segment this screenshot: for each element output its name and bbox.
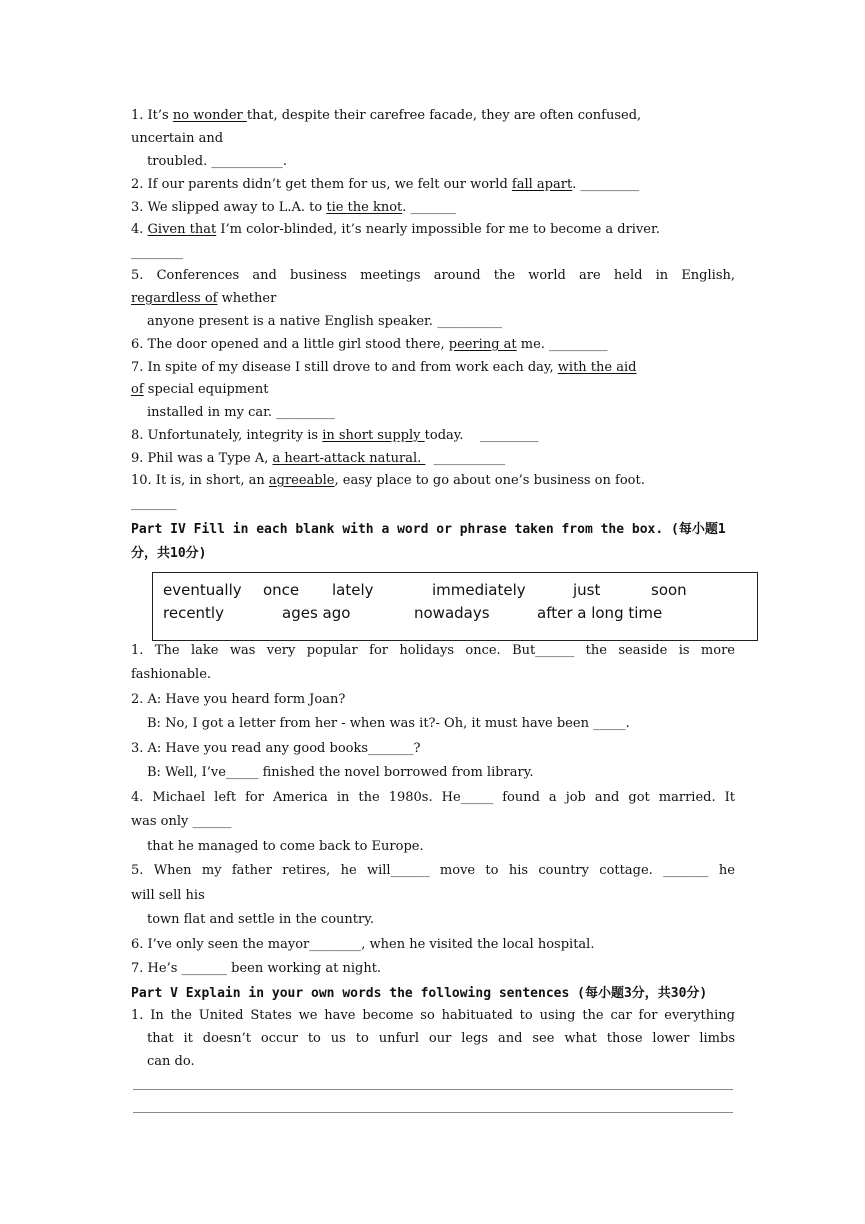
part3-item-8 — [131, 427, 539, 445]
answer-line — [133, 1089, 733, 1090]
text: 7. In spite of my disease I still drove to and from work each day, — [131, 360, 558, 375]
text: me. _________ — [516, 337, 608, 352]
part3-item-5: 5. Conferences and business meetings around the world are held in English, — [131, 268, 735, 283]
part4-item-2: 2. A: Have you heard form Joan? — [131, 692, 346, 707]
part4-item-3-cont: B: Well, I’ve_____ finished the novel borrowed from library. — [147, 765, 534, 780]
text: 4. — [131, 222, 148, 237]
part3-item-4-blank: ________ — [131, 245, 183, 260]
underlined-phrase: agreeable — [268, 473, 335, 488]
underlined-phrase: tie the knot — [326, 200, 403, 215]
underlined-phrase: no wonder — [172, 108, 247, 123]
text: , easy place to go about one’s business on foot. — [334, 473, 645, 488]
box-word: just — [573, 581, 601, 599]
underlined-phrase: a heart-attack natural. — [272, 451, 426, 466]
text: that, despite their carefree facade, they are often confused, — [246, 108, 642, 123]
text: 10. It is, in short, an — [131, 473, 269, 488]
underlined-phrase: with the aid — [557, 360, 637, 375]
part4-item-5-cont: will sell his — [131, 888, 205, 903]
box-word: immediately — [432, 581, 526, 599]
text: 1. It’s — [131, 108, 173, 123]
part3-item-1 — [131, 107, 641, 125]
box-word: once — [263, 581, 300, 599]
text: today. _________ — [424, 428, 539, 443]
part3-item-5-cont2: anyone present is a native English speaker. __________ — [147, 314, 503, 329]
box-word: recently — [163, 604, 224, 622]
part4-item-4: 4. Michael left for America in the 1980s. He_____ found a job and got married. It — [131, 790, 735, 805]
part3-item-7-cont2: installed in my car. _________ — [147, 405, 335, 420]
part3-item-7-cont — [131, 381, 268, 399]
text: special equipment — [143, 382, 269, 397]
part4-item-2-cont: B: No, I got a letter from her - when was it?- Oh, it must have been _____. — [147, 716, 630, 731]
part4-item-7: 7. He’s _______ been working at night. — [131, 961, 382, 976]
part4-item-1: 1. The lake was very popular for holidays once. But______ the seaside is more — [131, 643, 735, 658]
box-word: ages ago — [282, 604, 351, 622]
box-word: eventually — [163, 581, 242, 599]
underlined-phrase: of — [131, 382, 144, 397]
part4-item-4-cont2: that he managed to come back to Europe. — [147, 839, 424, 854]
text: 6. The door opened and a little girl stood there, — [131, 337, 449, 352]
part3-item-2 — [131, 176, 639, 194]
box-word: after a long time — [537, 604, 663, 622]
text: I’m color-blinded, it’s nearly impossible for me to become a driver. — [216, 222, 660, 237]
part3-item-5-cont — [131, 290, 276, 308]
box-word: soon — [651, 581, 687, 599]
underlined-phrase: in short supply — [322, 428, 425, 443]
part3-item-1-cont2: troubled. ___________. — [147, 154, 288, 169]
part4-item-1-cont: fashionable. — [131, 667, 212, 682]
part4-heading: Part IV Fill in each blank with a word or phrase taken from the box. (每小题1 — [131, 522, 726, 537]
answer-line — [133, 1112, 733, 1113]
text: 2. If our parents didn’t get them for us, we felt our world — [131, 177, 512, 192]
text: 8. Unfortunately, integrity is — [131, 428, 323, 443]
text: . _______ — [402, 200, 457, 215]
text: 3. We slipped away to L.A. to — [131, 200, 327, 215]
part3-item-7 — [131, 359, 636, 377]
part4-item-3: 3. A: Have you read any good books_______? — [131, 741, 421, 756]
box-word: nowadays — [414, 604, 490, 622]
part3-item-1-cont: uncertain and — [131, 131, 224, 146]
text: 9. Phil was a Type A, — [131, 451, 273, 466]
part5-heading: Part V Explain in your own words the following sentences (每小题3分，共30分) — [131, 986, 708, 1001]
part3-item-9 — [131, 450, 505, 468]
part3-item-6 — [131, 336, 608, 354]
part5-item-1-cont: that it doesn’t occur to us to unfurl our legs and see what those lower limbs — [147, 1031, 735, 1046]
part5-item-1: 1. In the United States we have become so habituated to using the car for everything — [131, 1008, 735, 1023]
part4-item-5-cont2: town flat and settle in the country. — [147, 912, 374, 927]
part4-heading-cont: 分，共10分) — [131, 546, 207, 561]
part3-item-10 — [131, 472, 645, 490]
part3-item-3 — [131, 199, 456, 217]
part4-item-6: 6. I’ve only seen the mayor________, when he visited the local hospital. — [131, 937, 595, 952]
underlined-phrase: regardless of — [131, 291, 218, 306]
part3-item-10-blank: _______ — [131, 496, 177, 511]
underlined-phrase: Given that — [147, 222, 217, 237]
part4-item-5: 5. When my father retires, he will______ move to his country cottage. _______ he — [131, 863, 735, 878]
part4-item-4-cont: was only ______ — [131, 814, 232, 829]
text: whether — [217, 291, 277, 306]
text: . _________ — [572, 177, 639, 192]
box-word: lately — [332, 581, 374, 599]
word-box — [152, 572, 758, 641]
part5-item-1-cont2: can do. — [147, 1054, 195, 1069]
text: ___________ — [425, 451, 506, 466]
part3-item-4 — [131, 221, 660, 239]
underlined-phrase: peering at — [448, 337, 517, 352]
underlined-phrase: fall apart — [511, 177, 573, 192]
